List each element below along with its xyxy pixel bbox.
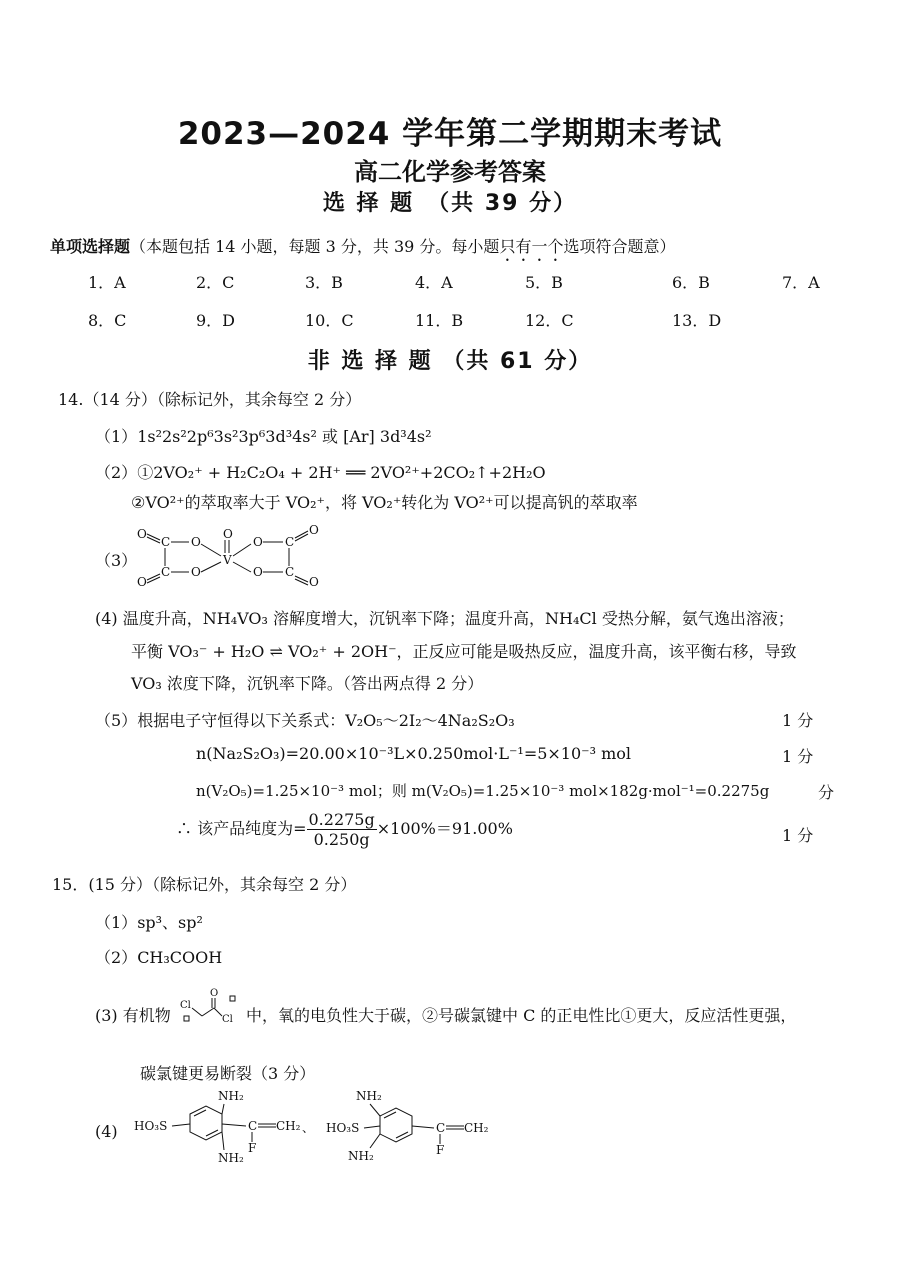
mcq-answer: 9．D xyxy=(196,311,236,330)
svg-text:Cl: Cl xyxy=(222,1014,233,1025)
mcq-answer: 6．B xyxy=(672,273,710,292)
q14-part5-line2: n(Na₂S₂O₃)=20.00×10⁻³L×0.250mol·L⁻¹=5×10⁻³ mol xyxy=(196,744,632,763)
mcq-intro-tail: 选项符合题意） xyxy=(563,237,676,256)
q14-part2b: ②VO²⁺的萃取率大于 VO₂⁺，将 VO₂⁺转化为 VO²⁺可以提高钒的萃取率 xyxy=(131,493,638,512)
mcq-answer: 1．A xyxy=(88,273,126,292)
svg-text:O: O xyxy=(210,988,219,999)
svg-text:F: F xyxy=(248,1141,257,1155)
mcq-intro-text: （本题包括 14 小题，每题 3 分，共 39 分。每小题 xyxy=(130,237,500,256)
score: 分 xyxy=(818,783,835,802)
q15-part3-label: (3) 有机物 xyxy=(95,1006,171,1025)
svg-text:Cl: Cl xyxy=(180,1000,191,1011)
svg-text:O: O xyxy=(137,575,147,589)
q14-part2a: （2）①2VO₂⁺ + H₂C₂O₄ + 2H⁺ ══ 2VO²⁺+2CO₂↑+2H₂O xyxy=(95,463,546,482)
mcq-answer: 12．C xyxy=(525,311,574,330)
q15-part3-line2: 碳氯键更易断裂（3 分） xyxy=(140,1064,316,1083)
svg-text:O: O xyxy=(309,575,319,589)
mcq-answer: 2．C xyxy=(196,273,235,292)
mcq-answer: 11．B xyxy=(415,311,464,330)
svg-text:C: C xyxy=(161,565,171,579)
svg-text:O: O xyxy=(191,535,201,549)
svg-text:HO₃S: HO₃S xyxy=(326,1121,360,1135)
svg-text:O: O xyxy=(223,527,233,541)
page-subtitle: 高二化学参考答案 xyxy=(354,158,546,186)
svg-text:NH₂: NH₂ xyxy=(218,1089,244,1103)
svg-text:V: V xyxy=(223,553,232,567)
mcq-answer: 7．A xyxy=(782,273,820,292)
svg-text:O: O xyxy=(253,535,263,549)
vanadium-oxalate-structure xyxy=(135,520,335,592)
q14-part1: （1）1s²2s²2p⁶3s²3p⁶3d³4s² 或 [Ar] 3d³4s² xyxy=(95,427,432,446)
svg-text:、: 、 xyxy=(302,1121,315,1135)
mcq-answer: 4．A xyxy=(415,273,453,292)
electron-config-short: [Ar] 3d³4s² xyxy=(343,427,432,446)
q15-part2: （2）CH₃COOH xyxy=(95,948,223,967)
q14-part4-line1: (4) 温度升高，NH₄VO₃ 溶解度增大，沉钒率下降；温度升高，NH₄Cl 受热分解，氨气逸出溶液； xyxy=(95,609,794,628)
purity-fraction: $\frac{0.2275g}{0.250g}$ xyxy=(308,810,375,849)
mcq-answer: 10．C xyxy=(305,311,354,330)
svg-text:O: O xyxy=(253,565,263,579)
q15-part4-label: (4) xyxy=(95,1122,118,1141)
svg-text:C: C xyxy=(285,535,295,549)
mcq-answer: 5．B xyxy=(525,273,563,292)
q15-part3-text: 中，氧的电负性大于碳，②号碳氯键中 C 的正电性比①更大，反应活性更强， xyxy=(246,1006,797,1025)
svg-text:O: O xyxy=(309,523,319,537)
equation: 2VO₂⁺ + H₂C₂O₄ + 2H⁺ ══ 2VO²⁺+2CO₂↑+2H₂O xyxy=(153,463,546,482)
equilibrium-equation: VO₃⁻ + H₂O ⇌ VO₂⁺ + 2OH⁻ xyxy=(168,642,397,661)
q14-part5-line3: n(V₂O₅)=1.25×10⁻³ mol；则 m(V₂O₅)=1.25×10⁻³ mol×182g·mol⁻¹=0.2275g xyxy=(196,782,770,800)
electron-config: 1s²2s²2p⁶3s²3p⁶3d³4s² xyxy=(137,427,317,446)
q14-part5-line4: ∴ 该产品纯度为= $\frac{0.2275g}{0.250g}$ ×100%＝91.00% xyxy=(176,810,513,849)
q15-heading: 15．(15 分）（除标记外，其余每空 2 分） xyxy=(52,875,357,894)
mcq-answer: 8．C xyxy=(88,311,127,330)
q14-part5-line1: （5）根据电子守恒得以下关系式：V₂O₅～2I₂～4Na₂S₂O₃ xyxy=(95,711,515,730)
mcq-intro-dotted: 只有一个 xyxy=(499,237,564,256)
q14-heading: 14.（14 分）（除标记外，其余每空 2 分） xyxy=(58,390,362,409)
q15-part1: （1）sp³、sp² xyxy=(95,913,203,932)
svg-text:F: F xyxy=(436,1143,445,1157)
mcq-answer: 13．D xyxy=(672,311,722,330)
svg-text:O: O xyxy=(137,527,147,541)
score: 1 分 xyxy=(782,826,814,845)
svg-text:C: C xyxy=(161,535,171,549)
product-structures xyxy=(130,1084,500,1170)
page-title: 2023—2024 学年第二学期期末考试 xyxy=(177,116,723,152)
svg-text:CH₂: CH₂ xyxy=(464,1121,489,1135)
section-heading-mcq: 选 择 题 （共 39 分） xyxy=(322,191,578,216)
svg-text:C: C xyxy=(248,1119,258,1133)
score: 1 分 xyxy=(782,711,814,730)
svg-text:NH₂: NH₂ xyxy=(356,1089,382,1103)
score: 1 分 xyxy=(782,747,814,766)
q14-part4-line2: 平衡 VO₃⁻ + H₂O ⇌ VO₂⁺ + 2OH⁻，正反应可能是吸热反应，温度升高，该平衡右移，导致 xyxy=(131,642,797,661)
chloroacetyl-chloride-structure xyxy=(178,986,240,1028)
q14-part3-label: （3） xyxy=(95,551,138,570)
q14-part4-line3: VO₃ 浓度下降，沉钒率下降。（答出两点得 2 分） xyxy=(131,674,484,693)
svg-text:O: O xyxy=(191,565,201,579)
mcq-intro xyxy=(50,234,675,265)
svg-text:CH₂: CH₂ xyxy=(276,1119,301,1133)
svg-text:NH₂: NH₂ xyxy=(218,1151,244,1165)
svg-text:C: C xyxy=(436,1121,446,1135)
mcq-answer: 3．B xyxy=(305,273,343,292)
svg-text:HO₃S: HO₃S xyxy=(134,1119,168,1133)
svg-text:NH₂: NH₂ xyxy=(348,1149,374,1163)
svg-text:C: C xyxy=(285,565,295,579)
section-heading-free: 非 选 择 题 （共 61 分） xyxy=(307,349,593,374)
mcq-intro-bold: 单项选择题 xyxy=(50,237,131,256)
